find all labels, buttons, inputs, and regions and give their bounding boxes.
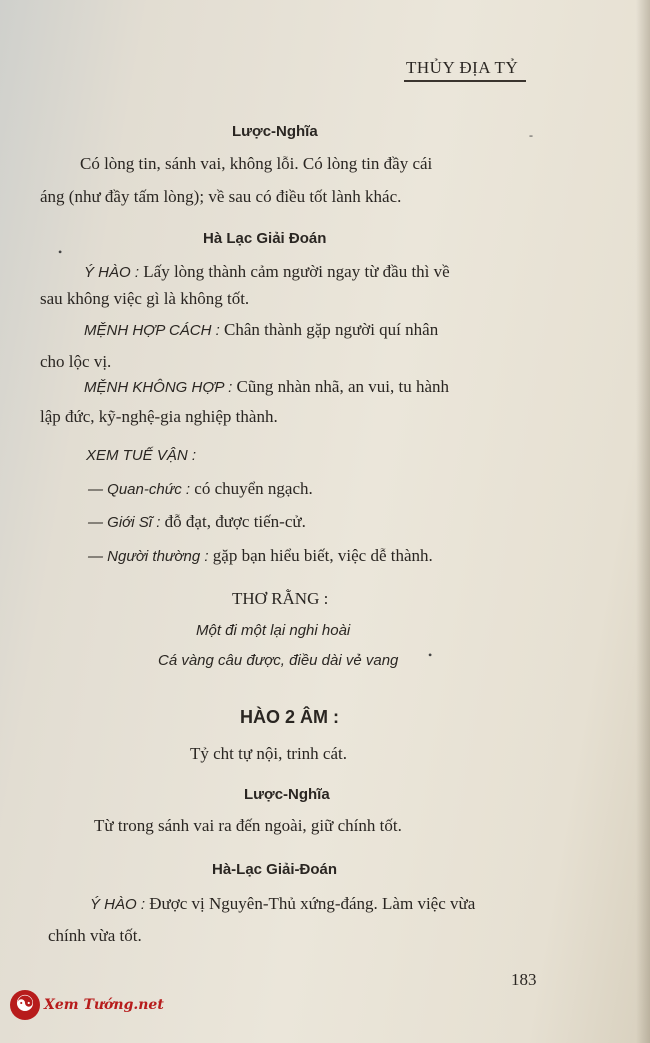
paragraph-line: lập đức, kỹ-nghệ-gia nghiệp thành. xyxy=(40,407,278,426)
paragraph-line xyxy=(84,321,438,338)
section-heading-luoc-nghia-2: Lược-Nghĩa xyxy=(244,786,330,803)
paragraph-line: Ý HÀO : Được vị Nguyên-Thủ xứng-đáng. Làm việc vừa xyxy=(90,894,476,913)
paragraph-line: sau không việc gì là không tốt. xyxy=(40,289,250,308)
list-item: — Giới Sĩ : đỗ đạt, được tiến-cử. xyxy=(88,512,306,531)
speck-mark: • xyxy=(58,245,63,259)
section-heading-ha-lac-2: Hà-Lạc Giải-Đoán xyxy=(212,861,338,878)
y-hao-text: Lấy lòng thành cảm người ngay từ đầu thì về xyxy=(143,262,450,281)
speck-mark: - xyxy=(529,128,533,142)
paragraph-line xyxy=(84,378,449,395)
yin-yang-icon: ☯ xyxy=(10,990,40,1020)
menh-khong-label: MỆNH KHÔNG HỢP : xyxy=(84,379,233,396)
paragraph-line xyxy=(84,263,450,280)
menh-khong-text: Cũng nhàn nhã, an vui, tu hành xyxy=(236,377,450,396)
list-item: — Người thường : gặp bạn hiểu biết, việc dễ thành. xyxy=(88,546,433,565)
menh-hop-text: Chân thành gặp người quí nhân xyxy=(224,320,439,339)
section-heading-luoc-nghia: Lược-Nghĩa xyxy=(232,123,318,140)
poem-line: Cá vàng câu được, điều dài vẻ vang xyxy=(158,652,399,669)
poem-line: Một đi một lại nghi hoài xyxy=(196,622,351,639)
section-heading-ha-lac: Hà Lạc Giải Đoán xyxy=(203,230,327,247)
section-heading-hao-2-am: HÀO 2 ÂM : xyxy=(240,707,339,727)
menh-hop-label: MỆNH HỢP CÁCH : xyxy=(84,322,220,339)
logo-text: Xem Tướng.net xyxy=(44,997,164,1013)
list-item: — Quan-chức : có chuyển ngạch. xyxy=(88,479,313,498)
poem-heading: THƠ RẰNG : xyxy=(232,589,329,608)
header-rule xyxy=(404,80,526,82)
paragraph-line: Từ trong sánh vai ra đến ngoài, giữ chính tốt. xyxy=(94,816,402,835)
paragraph-line: áng (như đầy tấm lòng); về sau có điều tốt lành khác. xyxy=(40,187,402,206)
paragraph-line: chính vừa tốt. xyxy=(48,926,142,945)
xem-tue-van: XEM TUẾ VẬN : xyxy=(86,447,197,464)
running-header: THỦY ĐỊA TỶ xyxy=(406,58,519,77)
paragraph-line: Có lòng tin, sánh vai, không lỗi. Có lòng tin đầy cái xyxy=(80,154,433,173)
paragraph-line: Tỷ cht tự nội, trinh cát. xyxy=(190,744,347,763)
page-number: 183 xyxy=(511,970,537,989)
watermark-logo xyxy=(10,990,164,1020)
y-hao-label: Ý HÀO : xyxy=(84,264,140,281)
y-hao-label-2: Ý HÀO : xyxy=(90,896,146,913)
speck-mark: • xyxy=(428,648,433,662)
paragraph-line: cho lộc vị. xyxy=(40,352,112,371)
